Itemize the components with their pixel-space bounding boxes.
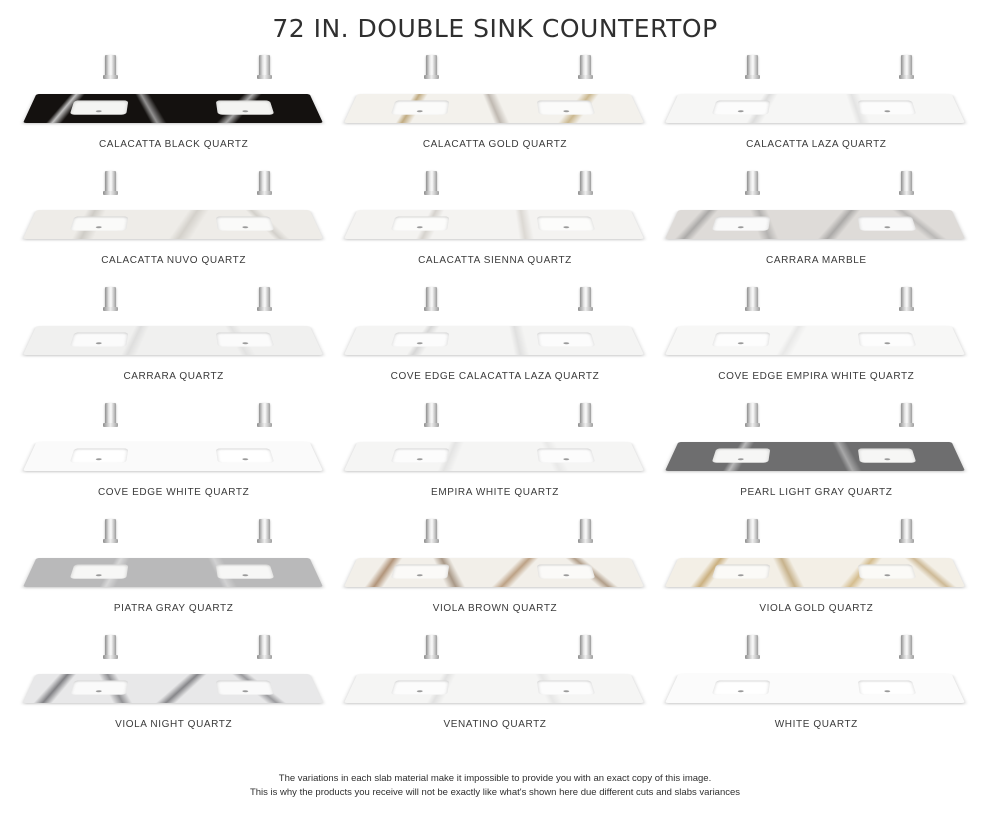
product-label: CARRARA MARBLE: [766, 255, 867, 266]
drain-icon: [563, 342, 569, 344]
slab-veining: [665, 94, 965, 123]
sink-left: [391, 564, 450, 578]
faucet-left-icon: [747, 287, 758, 308]
faucet-right-icon: [259, 171, 270, 192]
slab-surface: [665, 210, 965, 239]
sink-left: [69, 680, 128, 694]
sink-left: [69, 216, 128, 230]
product-label: VIOLA BROWN QUARTZ: [432, 603, 558, 614]
sink-right: [537, 564, 596, 578]
drain-icon: [242, 458, 248, 460]
product-label: WHITE QUARTZ: [774, 719, 858, 730]
faucet-left-icon: [747, 171, 758, 192]
drain-icon: [885, 226, 891, 228]
sink-right: [537, 332, 596, 346]
faucet-right-icon: [901, 287, 912, 308]
product-cell[interactable]: [663, 397, 970, 513]
countertop-image[interactable]: [665, 49, 967, 137]
sink-right: [858, 100, 917, 114]
drain-icon: [95, 690, 101, 692]
countertop-image[interactable]: [344, 397, 646, 485]
product-cell[interactable]: [663, 629, 970, 745]
product-label: COVE EDGE WHITE QUARTZ: [97, 487, 250, 498]
faucet-left-icon: [747, 55, 758, 76]
sink-right: [215, 680, 274, 694]
drain-icon: [885, 458, 891, 460]
sink-right: [537, 216, 596, 230]
faucet-left-icon: [426, 403, 437, 424]
faucet-right-icon: [901, 635, 912, 656]
sink-left: [712, 448, 771, 462]
countertop-image[interactable]: [665, 629, 967, 717]
product-cell[interactable]: [341, 513, 648, 629]
slab-surface: [665, 94, 965, 123]
slab-surface: [23, 326, 323, 355]
slab-surface: [23, 442, 323, 471]
product-cell[interactable]: [341, 165, 648, 281]
product-label: VENATINO QUARTZ: [443, 719, 547, 730]
sink-right: [215, 564, 274, 578]
product-label: CALACATTA GOLD QUARTZ: [422, 139, 568, 150]
faucet-left-icon: [426, 635, 437, 656]
faucet-right-icon: [259, 403, 270, 424]
sink-right: [537, 100, 596, 114]
sink-left: [712, 564, 771, 578]
product-cell[interactable]: [663, 281, 970, 397]
countertop-image[interactable]: [344, 165, 646, 253]
sink-left: [69, 448, 128, 462]
faucet-left-icon: [747, 519, 758, 540]
drain-icon: [563, 690, 569, 692]
product-cell[interactable]: [341, 49, 648, 165]
sink-right: [858, 564, 917, 578]
sink-right: [215, 100, 274, 114]
slab-veining: [344, 442, 644, 471]
slab-veining: [23, 674, 323, 703]
faucet-right-icon: [901, 171, 912, 192]
faucet-right-icon: [259, 519, 270, 540]
product-cell[interactable]: [20, 281, 327, 397]
countertop-image[interactable]: [344, 281, 646, 369]
slab-surface: [344, 326, 644, 355]
product-cell[interactable]: [341, 397, 648, 513]
countertop-image[interactable]: [23, 397, 325, 485]
faucet-right-icon: [580, 55, 591, 76]
faucet-left-icon: [426, 55, 437, 76]
disclaimer: [0, 772, 990, 800]
slab-veining: [23, 326, 323, 355]
drain-icon: [242, 226, 248, 228]
sink-left: [391, 448, 450, 462]
product-label: CARRARA QUARTZ: [123, 371, 224, 382]
slab-veining: [23, 94, 323, 123]
slab-surface: [665, 442, 965, 471]
faucet-right-icon: [580, 519, 591, 540]
countertop-image[interactable]: [344, 629, 646, 717]
sink-left: [712, 100, 771, 114]
slab-veining: [665, 326, 965, 355]
countertop-image[interactable]: [665, 397, 967, 485]
disclaimer-line-2: This is why the products you receive will not be exactly like what's shown here due different cuts and slabs variances: [249, 787, 741, 798]
sink-right: [215, 448, 274, 462]
faucet-right-icon: [259, 287, 270, 308]
drain-icon: [738, 458, 744, 460]
faucet-right-icon: [901, 519, 912, 540]
product-label: COVE EDGE EMPIRA WHITE QUARTZ: [718, 371, 915, 382]
product-cell[interactable]: [663, 513, 970, 629]
slab-surface: [665, 558, 965, 587]
sink-right: [858, 216, 917, 230]
slab-surface: [344, 558, 644, 587]
sink-left: [391, 332, 450, 346]
sink-left: [69, 332, 128, 346]
drain-icon: [242, 342, 248, 344]
slab-surface: [344, 210, 644, 239]
faucet-right-icon: [901, 403, 912, 424]
slab-veining: [23, 558, 323, 587]
faucet-right-icon: [259, 55, 270, 76]
faucet-right-icon: [580, 171, 591, 192]
drain-icon: [738, 690, 744, 692]
slab-veining: [344, 210, 644, 239]
drain-icon: [563, 110, 569, 112]
sink-left: [712, 216, 771, 230]
faucet-left-icon: [426, 171, 437, 192]
faucet-left-icon: [105, 403, 116, 424]
product-cell[interactable]: [20, 49, 327, 165]
slab-veining: [344, 558, 644, 587]
countertop-image[interactable]: [665, 513, 967, 601]
slab-veining: [665, 558, 965, 587]
product-cell[interactable]: [341, 281, 648, 397]
drain-icon: [885, 110, 891, 112]
sink-right: [215, 216, 274, 230]
slab-veining: [23, 442, 323, 471]
drain-icon: [242, 574, 248, 576]
drain-icon: [417, 690, 423, 692]
slab-surface: [344, 442, 644, 471]
product-label: CALACATTA SIENNA QUARTZ: [418, 255, 572, 266]
sink-left: [391, 216, 450, 230]
countertop-image[interactable]: [23, 513, 325, 601]
slab-surface: [665, 674, 965, 703]
product-label: COVE EDGE CALACATTA LAZA QUARTZ: [390, 371, 600, 382]
drain-icon: [885, 690, 891, 692]
slab-surface: [665, 326, 965, 355]
faucet-right-icon: [580, 403, 591, 424]
faucet-right-icon: [580, 287, 591, 308]
sink-left: [712, 332, 771, 346]
sink-left: [69, 564, 128, 578]
drain-icon: [95, 110, 101, 112]
faucet-left-icon: [426, 519, 437, 540]
sink-right: [537, 448, 596, 462]
drain-icon: [242, 110, 248, 112]
slab-veining: [23, 210, 323, 239]
countertop-image[interactable]: [665, 165, 967, 253]
drain-icon: [417, 574, 423, 576]
slab-veining: [665, 442, 965, 471]
drain-icon: [95, 458, 101, 460]
slab-veining: [344, 94, 644, 123]
product-label: CALACATTA BLACK QUARTZ: [98, 139, 249, 150]
drain-icon: [417, 458, 423, 460]
slab-surface: [344, 94, 644, 123]
disclaimer-line-1: The variations in each slab material make it impossible to provide you with an exact copy of this image.: [278, 773, 712, 784]
product-cell[interactable]: [20, 513, 327, 629]
drain-icon: [563, 226, 569, 228]
countertop-image[interactable]: [23, 49, 325, 137]
product-cell[interactable]: [20, 397, 327, 513]
sink-left: [69, 100, 128, 114]
drain-icon: [885, 342, 891, 344]
countertop-image[interactable]: [23, 629, 325, 717]
drain-icon: [738, 342, 744, 344]
product-label: VIOLA NIGHT QUARTZ: [115, 719, 233, 730]
faucet-left-icon: [105, 519, 116, 540]
slab-surface: [23, 674, 323, 703]
faucet-left-icon: [747, 635, 758, 656]
slab-surface: [23, 210, 323, 239]
drain-icon: [738, 110, 744, 112]
product-cell[interactable]: [341, 629, 648, 745]
product-label: CALACATTA LAZA QUARTZ: [746, 139, 887, 150]
faucet-left-icon: [426, 287, 437, 308]
drain-icon: [738, 226, 744, 228]
countertop-image[interactable]: [23, 281, 325, 369]
faucet-right-icon: [901, 55, 912, 76]
drain-icon: [885, 574, 891, 576]
faucet-left-icon: [747, 403, 758, 424]
sink-right: [858, 332, 917, 346]
sink-left: [391, 680, 450, 694]
sink-right: [215, 332, 274, 346]
faucet-right-icon: [259, 635, 270, 656]
faucet-left-icon: [105, 287, 116, 308]
sink-left: [391, 100, 450, 114]
product-label: EMPIRA WHITE QUARTZ: [431, 487, 559, 498]
countertop-image[interactable]: [23, 165, 325, 253]
drain-icon: [563, 574, 569, 576]
slab-surface: [23, 94, 323, 123]
sink-right: [537, 680, 596, 694]
product-cell[interactable]: [20, 165, 327, 281]
product-cell[interactable]: [663, 165, 970, 281]
product-label: PIATRA GRAY QUARTZ: [113, 603, 234, 614]
drain-icon: [417, 226, 423, 228]
sink-right: [858, 448, 917, 462]
drain-icon: [417, 342, 423, 344]
faucet-left-icon: [105, 171, 116, 192]
slab-veining: [665, 210, 965, 239]
product-label: PEARL LIGHT GRAY QUARTZ: [740, 487, 893, 498]
faucet-right-icon: [580, 635, 591, 656]
drain-icon: [563, 458, 569, 460]
slab-veining: [344, 674, 644, 703]
countertop-image[interactable]: [344, 49, 646, 137]
product-label: CALACATTA NUVO QUARTZ: [101, 255, 247, 266]
sink-left: [712, 680, 771, 694]
product-label: VIOLA GOLD QUARTZ: [759, 603, 874, 614]
product-cell[interactable]: [663, 49, 970, 165]
drain-icon: [738, 574, 744, 576]
product-cell[interactable]: [20, 629, 327, 745]
drain-icon: [95, 226, 101, 228]
slab-surface: [23, 558, 323, 587]
slab-veining: [665, 674, 965, 703]
countertop-image[interactable]: [665, 281, 967, 369]
faucet-left-icon: [105, 635, 116, 656]
sink-right: [858, 680, 917, 694]
faucet-left-icon: [105, 55, 116, 76]
drain-icon: [417, 110, 423, 112]
slab-surface: [344, 674, 644, 703]
product-grid: [0, 49, 990, 745]
drain-icon: [95, 342, 101, 344]
countertop-image[interactable]: [344, 513, 646, 601]
drain-icon: [242, 690, 248, 692]
page-title: 72 IN. DOUBLE SINK COUNTERTOP: [272, 14, 718, 43]
slab-veining: [344, 326, 644, 355]
drain-icon: [95, 574, 101, 576]
